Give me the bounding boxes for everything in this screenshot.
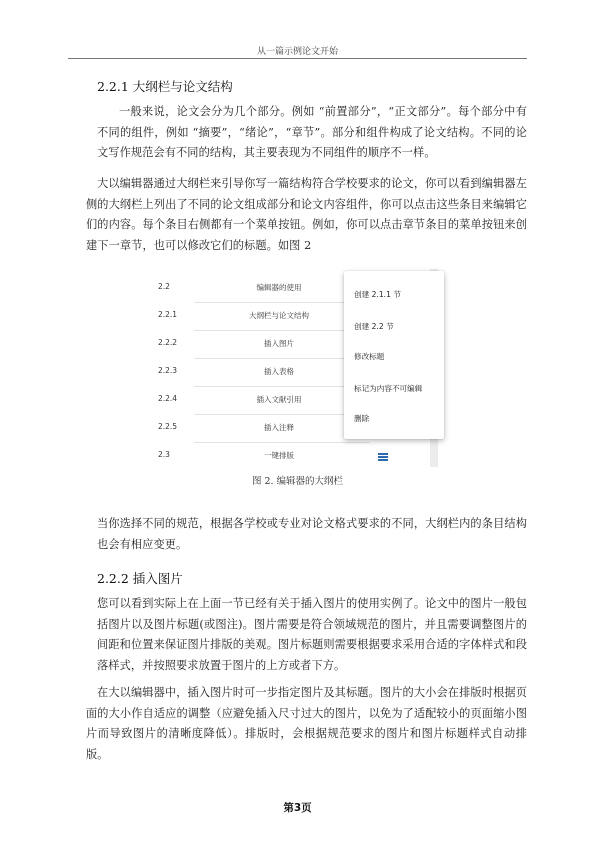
- menu-item-create-subsection[interactable]: 创建 2.1.1 节: [354, 290, 401, 299]
- header-rule: [68, 58, 527, 59]
- outline-label: 大纲栏与论文结构: [249, 311, 309, 320]
- outline-number: 2.2.5: [158, 422, 178, 431]
- menu-item-create-section[interactable]: 创建 2.2 节: [354, 322, 394, 331]
- list-menu-icon[interactable]: [378, 453, 388, 461]
- outline-number: 2.2.1: [158, 310, 178, 319]
- page-number: 第3页: [283, 802, 312, 814]
- outline-number: 2.2: [158, 282, 170, 291]
- outline-number: 2.2.3: [158, 366, 178, 375]
- outline-row[interactable]: [150, 443, 370, 471]
- paragraph: 您可以看到实际上在上面一节已经有关于插入图片的使用实例了。论文中的图片一般包括图片以及图片标题(或图注)。图片需要是符合领域规范的图片，并且需要调整图片的间距和位置来保证图片排版的美观。图片标题则需要根据要求采用合适的字体样式和段落样式，并按照要求放置于图片的上方或者下方。: [97, 597, 527, 673]
- figure-caption: 图 2. 编辑器的大纲栏: [251, 476, 344, 487]
- paragraph: 大以编辑器通过大纲栏来引导你写一篇结构符合学校要求的论文，你可以看到编辑器左侧的大纲栏上列出了不同的论文组成部分和论文内容组件，你可以点击这些条目来编辑它们的内容。每个条目右侧都有一个菜单按钮。例如，你可以点击章节条目的菜单按钮来创建下一章节，也可以修改它们的标题。如图 2: [86, 177, 527, 253]
- outline-number: 2.2.4: [158, 394, 178, 403]
- outline-label: 插入图片: [264, 339, 294, 348]
- outline-label: 插入文献引用: [256, 395, 302, 404]
- figure-outline-screenshot: [150, 269, 446, 467]
- section-heading-2-2-2: 2.2.2 插入图片: [97, 571, 183, 586]
- outline-label: 插入表格: [264, 367, 294, 376]
- running-header: 从一篇示例论文开始: [256, 47, 338, 57]
- outline-label: 编辑器的使用: [256, 283, 302, 292]
- outline-number: 2.2.2: [158, 338, 178, 347]
- outline-row[interactable]: [150, 331, 370, 359]
- section-heading-2-2-1: 2.2.1 大纲栏与论文结构: [97, 79, 233, 94]
- paragraph: 当你选择不同的规范，根据各学校或专业对论文格式要求的不同，大纲栏内的条目结构也会有相应变更。: [97, 517, 527, 551]
- context-menu: [344, 271, 444, 439]
- outline-list: [150, 269, 370, 467]
- outline-row[interactable]: [150, 275, 370, 303]
- menu-item-delete[interactable]: 删除: [354, 414, 370, 423]
- paragraph: 一般来说，论文会分为几个部分。例如 “前置部分”，“正文部分”。每个部分中有不同的组件，例如 “摘要”，“绪论”，“章节”。部分和组件构成了论文结构。不同的论文写作规范会有不同的结构，其主要表现为不同组件的顺序不一样。: [97, 105, 527, 160]
- outline-row[interactable]: [150, 387, 370, 415]
- outline-label: 一键排版: [264, 451, 294, 460]
- outline-row[interactable]: [150, 359, 370, 387]
- paragraph: 在大以编辑器中，插入图片时可一步指定图片及其标题。图片的大小会在排版时根据页面的大小作自适应的调整（应避免插入尺寸过大的图片，以免为了适配较小的页面缩小图片而导致图片的清晰度降低）。排版时，会根据规范要求的图片和图片标题样式自动排版。: [86, 686, 527, 762]
- menu-item-rename[interactable]: 修改标题: [354, 352, 385, 361]
- outline-row[interactable]: [150, 415, 370, 443]
- outline-row[interactable]: [150, 303, 370, 331]
- outline-number: 2.3: [158, 450, 170, 459]
- menu-item-lock-content[interactable]: 标记为内容不可编辑: [354, 384, 423, 393]
- outline-label: 插入注释: [264, 423, 294, 432]
